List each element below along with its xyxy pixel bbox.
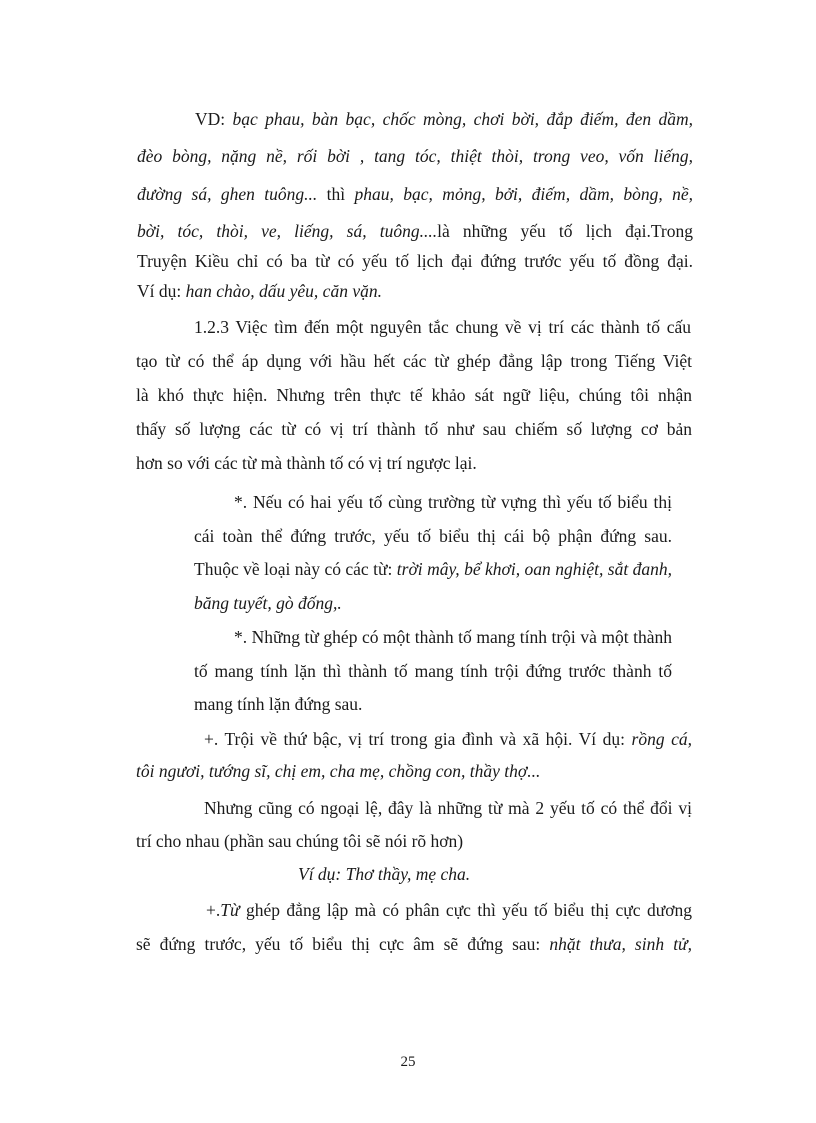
italic-run: đèo bòng, nặng nề, rối bời , tang tóc, thiệt thòi, trong veo, vốn liếng,	[137, 146, 693, 166]
text-line	[136, 933, 692, 955]
text-run: Ví dụ:	[137, 281, 186, 301]
text-run: tố mang tính lặn thì thành tố mang tính trội đứng trước thành tố	[194, 661, 672, 681]
text-run: Truyện Kiều chỉ có ba từ có yếu tố lịch đại đứng trước yếu tố đồng đại.	[137, 251, 693, 271]
italic-run: Ví dụ: Thơ thầy, mẹ cha.	[298, 864, 471, 884]
text-line	[137, 183, 693, 205]
text-line	[137, 280, 382, 302]
italic-run: han chào, dấu yêu, căn vặn.	[185, 281, 382, 301]
text-run: là những yếu tố lịch đại.Trong	[437, 221, 693, 241]
text-line	[194, 525, 672, 547]
text-run: thì	[317, 184, 355, 204]
text-line	[136, 384, 692, 406]
italic-run: Từ	[220, 900, 240, 920]
text-run: *. Nếu có hai yếu tố cùng trường từ vựng thì yếu tố biểu thị	[234, 492, 672, 512]
text-run: +.	[206, 900, 221, 920]
text-line	[194, 316, 691, 338]
text-line	[194, 660, 672, 682]
text-line	[234, 491, 672, 513]
text-run: VD:	[195, 109, 233, 129]
text-line	[136, 830, 463, 852]
text-run: 1.2.3 Việc tìm đến một nguyên tắc chung về vị trí các thành tố cấu	[194, 317, 691, 337]
text-line	[206, 899, 692, 921]
text-run: Thuộc về loại này có các từ:	[194, 559, 397, 579]
text-line	[136, 452, 477, 474]
text-line	[137, 250, 693, 272]
text-line	[204, 797, 692, 819]
italic-run: nhặt thưa, sinh tử,	[549, 934, 692, 954]
text-run: +. Trội về thứ bậc, vị trí trong gia đình và xã hội. Ví dụ:	[204, 729, 632, 749]
text-run: là khó thực hiện. Nhưng trên thực tế khảo sát ngữ liệu, chúng tôi nhận	[136, 385, 692, 405]
italic-run: trời mây, bể khơi, oan nghiệt, sắt đanh,	[396, 559, 673, 579]
text-line	[195, 108, 693, 130]
text-line	[194, 693, 362, 715]
text-line	[194, 558, 672, 580]
text-line	[136, 350, 692, 372]
page-number: 25	[400, 1054, 416, 1070]
italic-run: phau, bạc, mỏng, bởi, điếm, dầm, bòng, nề,	[354, 184, 694, 204]
text-run: thấy số lượng các từ có vị trí thành tố như sau chiếm số lượng cơ bản	[136, 419, 692, 439]
text-line	[137, 145, 693, 167]
text-run: sẽ đứng trước, yếu tố biểu thị cực âm sẽ đứng sau:	[136, 934, 550, 954]
italic-run: băng tuyết, gò đống,.	[194, 593, 342, 613]
text-run: cái toàn thể đứng trước, yếu tố biểu thị cái bộ phận đứng sau.	[194, 526, 672, 546]
text-run: trí cho nhau (phần sau chúng tôi sẽ nói rõ hơn)	[136, 831, 464, 851]
text-line	[136, 760, 540, 782]
text-line	[194, 592, 342, 614]
text-run: ghép đẳng lập mà có phân cực thì yếu tố biểu thị cực dương	[239, 900, 692, 920]
text-line	[137, 220, 693, 242]
text-run: tạo từ có thể áp dụng với hầu hết các từ ghép đẳng lập trong Tiếng Việt	[136, 351, 692, 371]
text-line	[204, 728, 692, 750]
text-run: *. Những từ ghép có một thành tố mang tính trội và một thành	[234, 627, 672, 647]
text-run: mang tính lặn đứng sau.	[194, 694, 363, 714]
italic-run: rồng cá,	[631, 729, 692, 749]
text-line	[234, 626, 672, 648]
italic-run: bời, tóc, thòi, ve, liếng, sá, tuông....	[137, 221, 438, 241]
text-run: Nhưng cũng có ngoại lệ, đây là những từ mà 2 yếu tố có thể đổi vị	[204, 798, 692, 818]
text-line	[298, 863, 470, 885]
text-line	[136, 418, 692, 440]
text-run: hơn so với các từ mà thành tố có vị trí ngược lại.	[136, 453, 477, 473]
italic-run: đường sá, ghen tuông...	[137, 184, 318, 204]
italic-run: tôi ngươi, tướng sĩ, chị em, cha mẹ, chồng con, thầy thợ...	[136, 761, 541, 781]
italic-run: bạc phau, bàn bạc, chốc mòng, chơi bời, đắp điếm, đen dầm,	[232, 109, 693, 129]
